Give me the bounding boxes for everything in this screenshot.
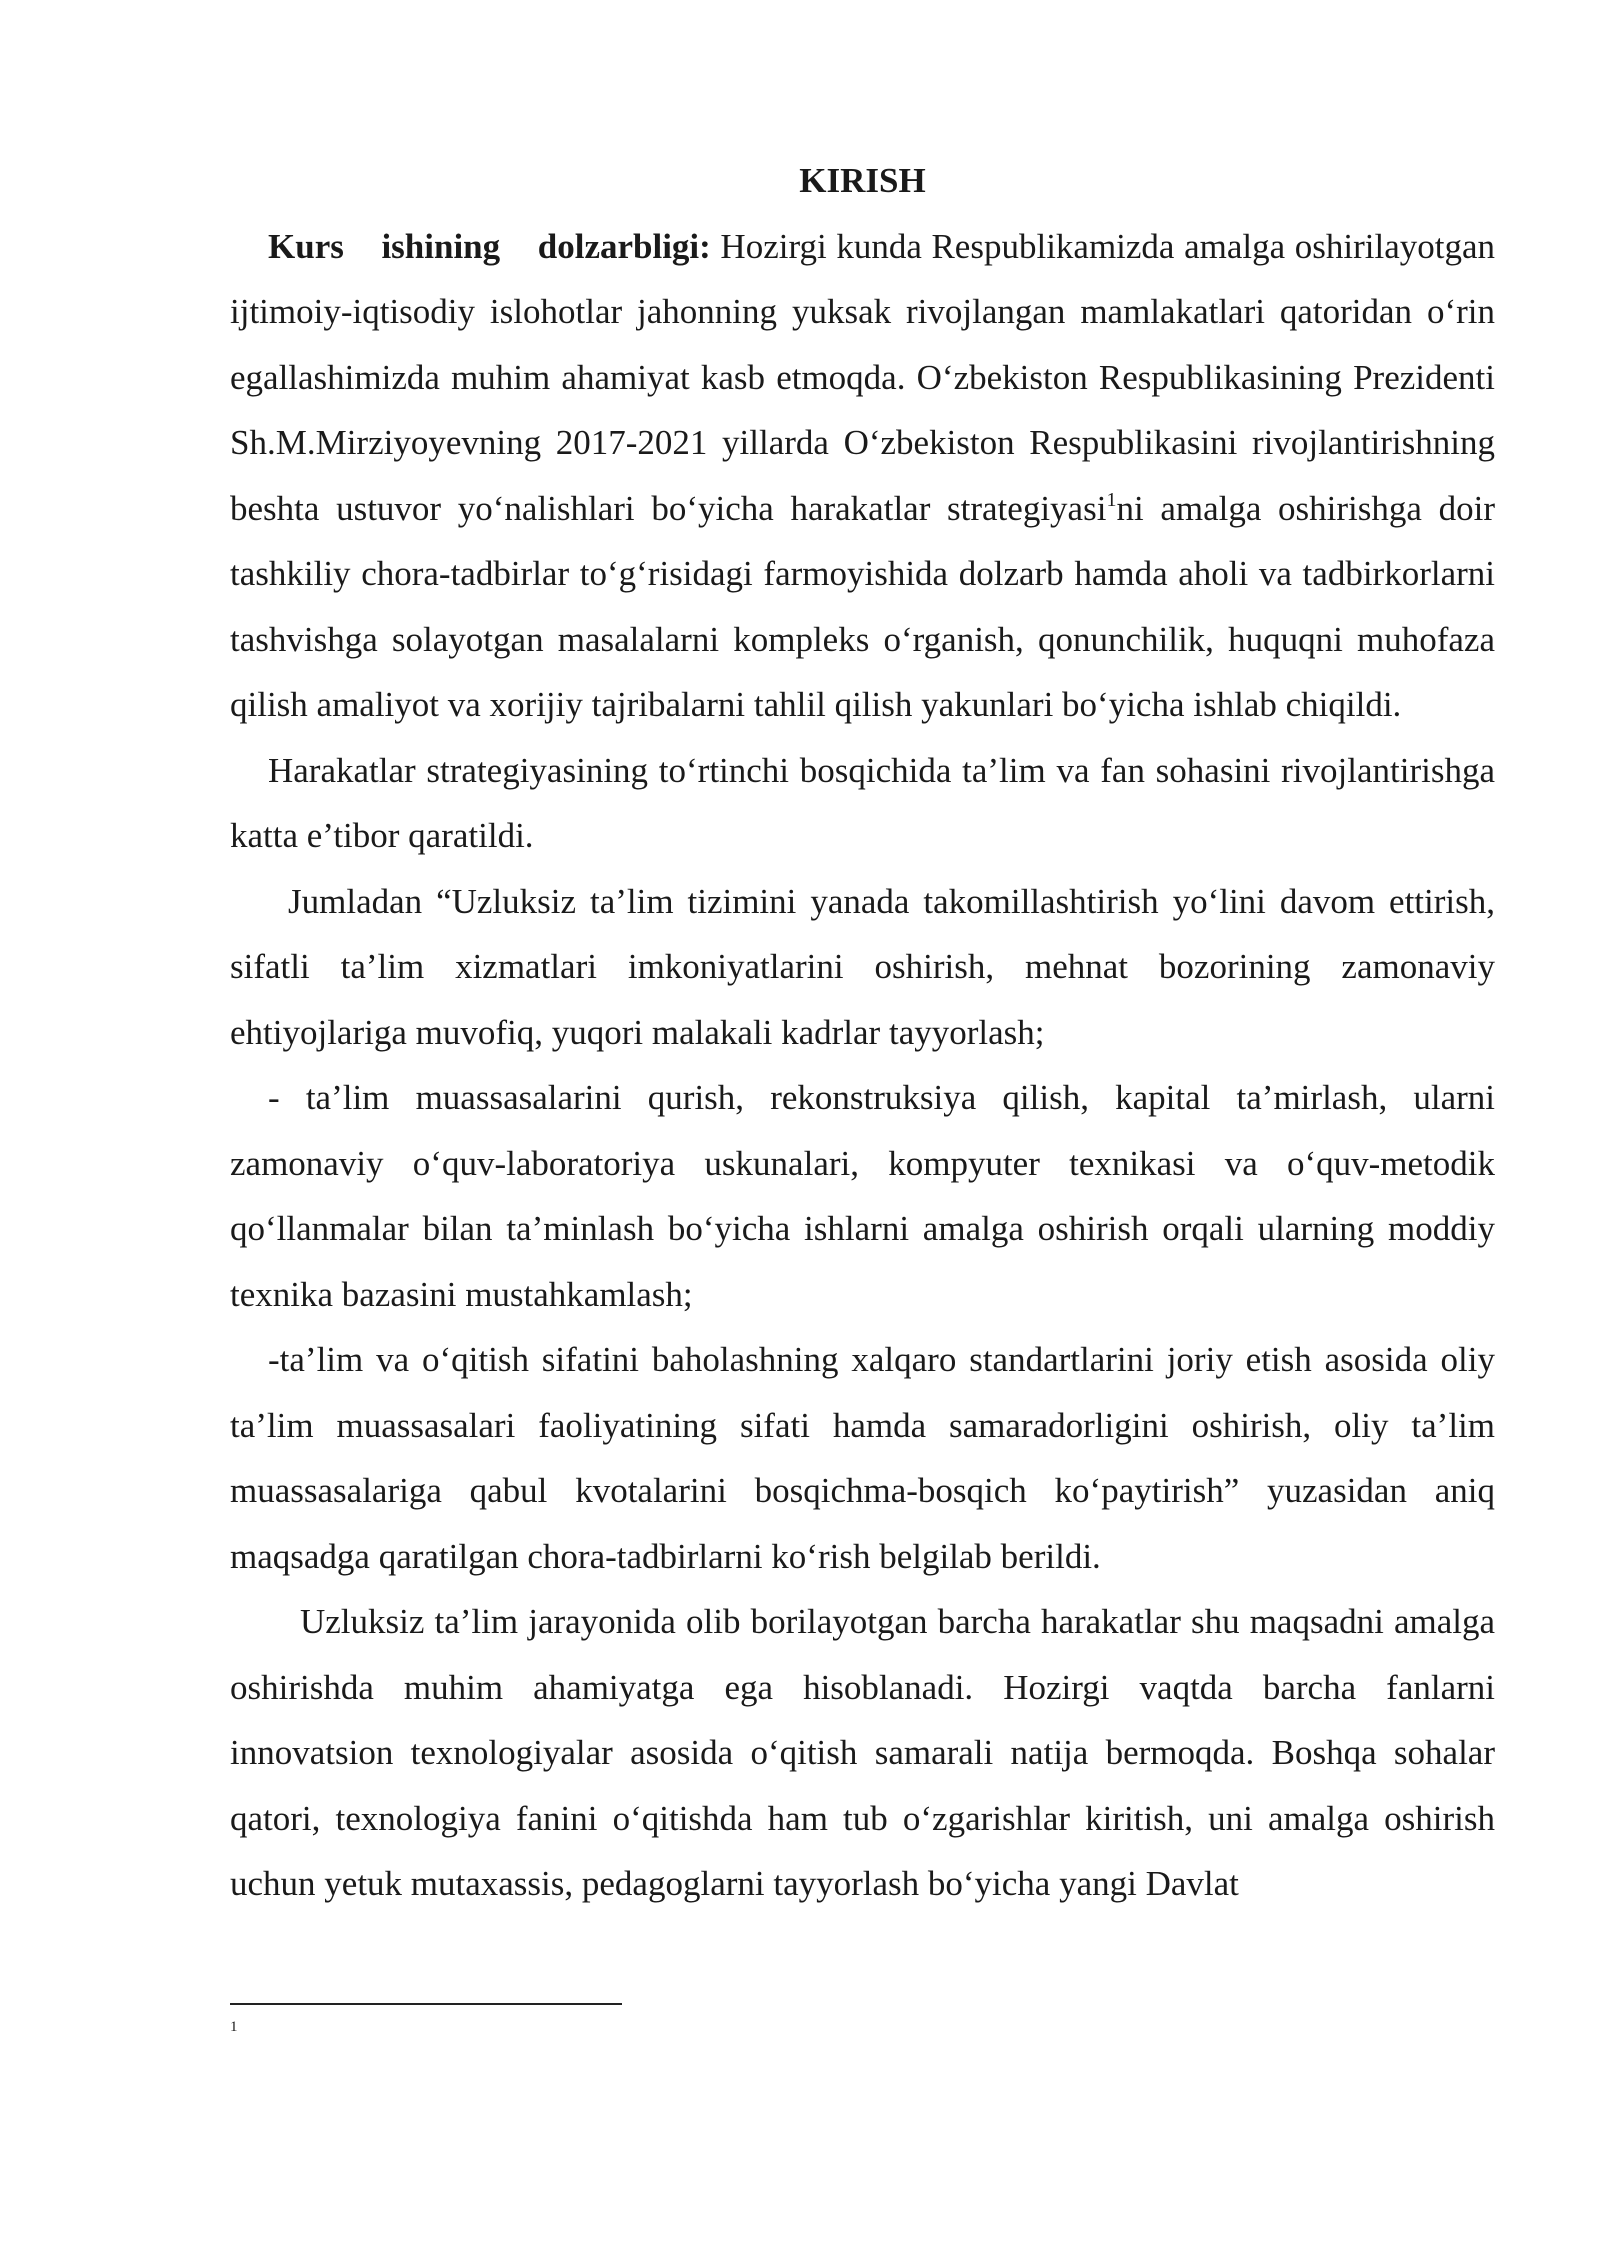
paragraph-continuous-education: Uzluksiz ta’lim jarayonida olib borilayotgan barcha harakatlar shu maqsadni amalga oshirishda muhim ahamiyatga ega hisoblanadi. Hozirgi vaqtda barcha fanlarni innovatsion texnologiyalar asosida o‘qitish samarali natija bermoqda. Boshqa sohalar qatori, texnologiya fanini o‘qitishda ham tub o‘zgarishlar kiritish, uni amalga oshirish uchun yetuk mutaxassis, pedagoglarni tayyorlash bo‘yicha yangi Davlat [230,1602,1495,1903]
footnote-reference[interactable]: 1 [1106,488,1117,511]
paragraph-lead: Kurs ishining dolzarbligi: [268,226,711,266]
paragraph-list-item-2: -ta’lim va o‘qitish sifatini baholashning xalqaro standartlarini joriy etish asosida oliy ta’lim muassasalari faoliyatining sifati hamda samaradorligini oshirish, oliy ta’lim muassasalariga qabul kvotalarini bosqichma-bosqich ko‘paytirish” yuzasidan aniq maqsadga qaratilgan chora-tadbirlarni ko‘rish belgilab berildi. [230,1340,1495,1576]
footnote-separator [230,2003,622,2005]
paragraph-quote: Jumladan “Uzluksiz ta’lim tizimini yanada takomillashtirish yo‘lini davom ettirish, sifatli ta’lim xizmatlari imkoniyatlarini oshirish, mehnat bozorining zamonaviy ehtiyojlariga muvofiq, yuqori malakali kadrlar tayyorlash; [230,881,1495,1052]
paragraph-text-continued: ni amalga oshirishga doir tashkiliy chora-tadbirlar to‘g‘risidagi farmoyishida dolzarb hamda aholi va tadbirkorlarni tashvishga solayotgan masalalarni kompleks o‘rganish, qonunchilik, huquqni muhofaza qilish amaliyot va xorijiy tajribalarni tahlil qilish yakunlari bo‘yicha ishlab chiqildi. [230,488,1495,724]
paragraph-strategy: Harakatlar strategiyasining to‘rtinchi bosqichida ta’lim va fan sohasini rivojlantirishga katta e’tibor qaratildi. [230,750,1495,855]
paragraph-relevance [230,214,1495,738]
page-title: KIRISH [799,161,926,200]
footnote-number: 1 [230,2019,238,2035]
page-body [230,148,1495,1917]
paragraph-text: Hozirgi kunda Respublikamizda amalga oshirilayotgan ijtimoiy-iqtisodiy islohotlar jahonning yuksak rivojlangan mamlakatlari qatoridan o‘rin egallashimizda muhim ahamiyat kasb etmoqda. O‘zbekiston Respublikasining Prezidenti Sh.M.Mirziyoyevning 2017-2021 yillarda O‘zbekiston Respublikasini rivojlantirishning beshta ustuvor yo‘nalishlari bo‘yicha harakatlar strategiyasi [230,226,1495,528]
paragraph-list-item-1: - ta’lim muassasalarini qurish, rekonstruksiya qilish, kapital ta’mirlash, ularni zamonaviy o‘quv-laboratoriya uskunalari, kompyuter texnikasi va o‘quv-metodik qo‘llanmalar bilan ta’minlash bo‘yicha ishlarni amalga oshirish orqali ularning moddiy texnika bazasini mustahkamlash; [230,1078,1495,1314]
